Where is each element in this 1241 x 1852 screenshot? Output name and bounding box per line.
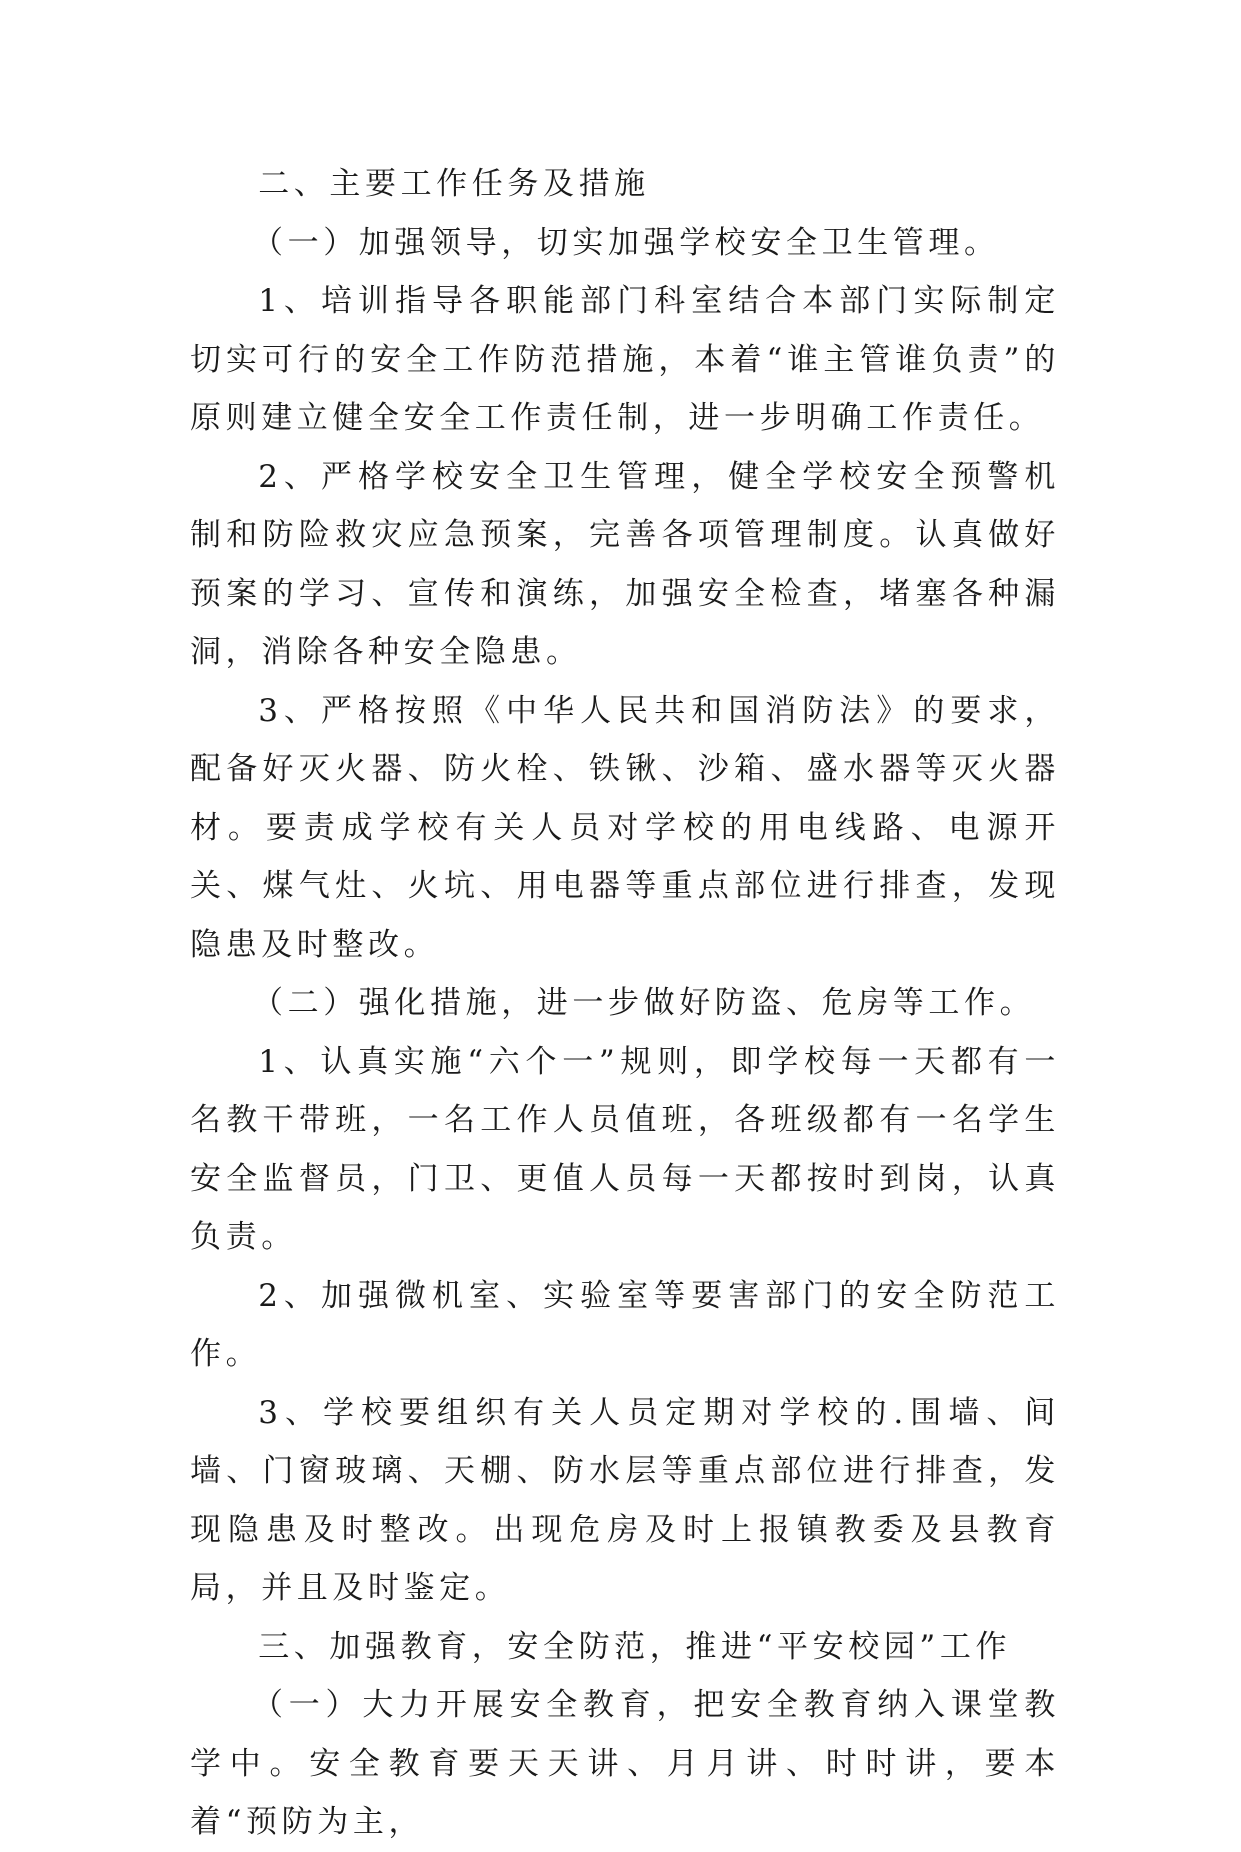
paragraph-2-1-1: 1、培训指导各职能部门科室结合本部门实际制定切实可行的安全工作防范措施，本着“谁主管谁负责”的原则建立健全安全工作责任制，进一步明确工作责任。	[190, 283, 1060, 436]
subsection-heading-2-1: （一）加强领导，切实加强学校安全卫生管理。	[252, 224, 1000, 261]
document-body	[190, 155, 1060, 1852]
section-heading-2: 二、主要工作任务及措施	[258, 166, 650, 202]
paragraph-2-2-2: 2、加强微机室、实验室等要害部门的安全防范工作。	[190, 1277, 1060, 1372]
paragraph-2-2-3: 3、学校要组织有关人员定期对学校的.围墙、间墙、门窗玻璃、天棚、防水层等重点部位进行排查，发现隐患及时整改。出现危房及时上报镇教委及县教育局，并且及时鉴定。	[190, 1394, 1060, 1606]
paragraph-2-1-3: 3、严格按照《中华人民共和国消防法》的要求，配备好灭火器、防火栓、铁锹、沙箱、盛水器等灭火器材。要责成学校有关人员对学校的用电线路、电源开关、煤气灶、火坑、用电器等重点部位进行排查，发现隐患及时整改。	[190, 692, 1060, 963]
paragraph-2-1-2: 2、严格学校安全卫生管理，健全学校安全预警机制和防险救灾应急预案，完善各项管理制度。认真做好预案的学习、宣传和演练，加强安全检查，堵塞各种漏洞，消除各种安全隐患。	[190, 458, 1060, 670]
subsection-heading-2-2: （二）强化措施，进一步做好防盗、危房等工作。	[252, 985, 1036, 1021]
section-heading-3: 三、加强教育，安全防范，推进“平安校园”工作	[258, 1628, 1012, 1665]
paragraph-3-1: （一）大力开展安全教育，把安全教育纳入课堂教学中。安全教育要天天讲、月月讲、时时讲，要本着“预防为主，	[190, 1687, 1060, 1840]
paragraph-2-2-1: 1、认真实施“六个一”规则，即学校每一天都有一名教干带班，一名工作人员值班，各班级都有一名学生安全监督员，门卫、更值人员每一天都按时到岗，认真负责。	[190, 1043, 1060, 1255]
